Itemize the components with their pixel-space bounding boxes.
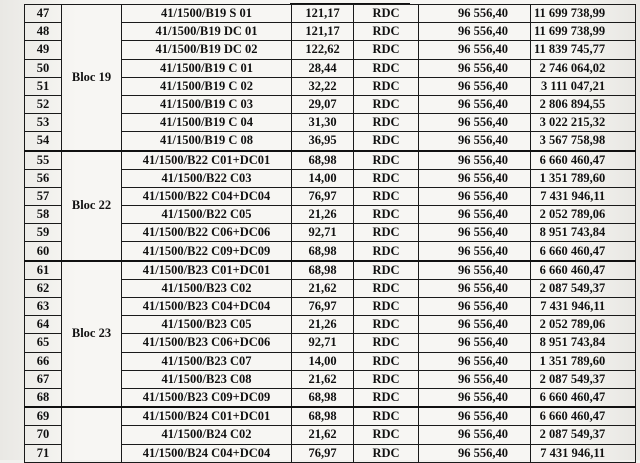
unit-price: 96 556,40	[419, 5, 531, 23]
unit-level: RDC	[354, 151, 419, 170]
row-number: 57	[25, 187, 62, 205]
unit-level: RDC	[354, 95, 419, 113]
bloc-label: Bloc 19	[62, 5, 122, 151]
unit-price: 96 556,40	[419, 352, 531, 370]
unit-total: 2 087 549,37	[531, 370, 636, 388]
unit-total: 2 806 894,55	[531, 95, 636, 113]
unit-area: 68,98	[292, 151, 354, 170]
unit-reference: 41/1500/B23 C06+DC06	[122, 334, 292, 352]
unit-reference: 41/1500/B19 C 03	[122, 95, 292, 113]
unit-level: RDC	[354, 261, 419, 280]
unit-reference: 41/1500/B19 DC 01	[122, 23, 292, 41]
unit-price: 96 556,40	[419, 334, 531, 352]
unit-level: RDC	[354, 5, 419, 23]
unit-total: 2 746 064,02	[531, 59, 636, 77]
unit-area: 28,44	[292, 59, 354, 77]
unit-total: 6 660 460,47	[531, 261, 636, 280]
unit-reference: 41/1500/B19 C 04	[122, 114, 292, 132]
table-row	[25, 151, 636, 170]
unit-reference: 41/1500/B22 C05	[122, 206, 292, 224]
row-number: 69	[25, 407, 62, 426]
unit-area: 21,62	[292, 370, 354, 388]
unit-area: 21,62	[292, 279, 354, 297]
unit-level: RDC	[354, 41, 419, 59]
unit-level: RDC	[354, 407, 419, 426]
unit-price: 96 556,40	[419, 224, 531, 242]
unit-reference: 41/1500/B23 C09+DC09	[122, 388, 292, 407]
unit-area: 31,30	[292, 114, 354, 132]
unit-price: 96 556,40	[419, 298, 531, 316]
unit-price: 96 556,40	[419, 316, 531, 334]
unit-reference: 41/1500/B19 S 01	[122, 5, 292, 23]
row-number: 54	[25, 132, 62, 151]
unit-reference: 41/1500/B23 C07	[122, 352, 292, 370]
unit-reference: 41/1500/B23 C08	[122, 370, 292, 388]
unit-area: 76,97	[292, 444, 354, 462]
row-number: 60	[25, 242, 62, 261]
unit-area: 14,00	[292, 169, 354, 187]
row-number: 48	[25, 23, 62, 41]
unit-price: 96 556,40	[419, 242, 531, 261]
unit-total: 3 567 758,98	[531, 132, 636, 151]
unit-area: 68,98	[292, 261, 354, 280]
unit-reference: 41/1500/B22 C04+DC04	[122, 187, 292, 205]
unit-reference: 41/1500/B19 C 02	[122, 77, 292, 95]
row-number: 47	[25, 5, 62, 23]
unit-total: 8 951 743,84	[531, 334, 636, 352]
unit-level: RDC	[354, 206, 419, 224]
unit-area: 14,00	[292, 352, 354, 370]
unit-level: RDC	[354, 242, 419, 261]
table-row	[25, 5, 636, 23]
unit-total: 2 052 789,06	[531, 316, 636, 334]
unit-price: 96 556,40	[419, 151, 531, 170]
unit-reference: 41/1500/B23 C05	[122, 316, 292, 334]
unit-reference: 41/1500/B24 C02	[122, 426, 292, 444]
row-number: 59	[25, 224, 62, 242]
row-number: 50	[25, 59, 62, 77]
table-row	[25, 407, 636, 426]
unit-area: 121,17	[292, 23, 354, 41]
unit-reference: 41/1500/B24 C04+DC04	[122, 444, 292, 462]
unit-total: 6 660 460,47	[531, 407, 636, 426]
row-number: 58	[25, 206, 62, 224]
unit-level: RDC	[354, 23, 419, 41]
unit-area: 68,98	[292, 388, 354, 407]
unit-level: RDC	[354, 298, 419, 316]
unit-total: 2 087 549,37	[531, 426, 636, 444]
unit-area: 21,62	[292, 426, 354, 444]
bloc-label: Bloc 23	[62, 261, 122, 408]
unit-level: RDC	[354, 187, 419, 205]
unit-total: 3 022 215,32	[531, 114, 636, 132]
unit-level: RDC	[354, 77, 419, 95]
unit-total: 6 660 460,47	[531, 388, 636, 407]
unit-area: 92,71	[292, 224, 354, 242]
unit-level: RDC	[354, 114, 419, 132]
unit-area: 21,26	[292, 206, 354, 224]
unit-area: 36,95	[292, 132, 354, 151]
unit-level: RDC	[354, 352, 419, 370]
unit-price: 96 556,40	[419, 169, 531, 187]
unit-area: 92,71	[292, 334, 354, 352]
row-number: 65	[25, 334, 62, 352]
unit-level: RDC	[354, 279, 419, 297]
unit-reference: 41/1500/B19 C 01	[122, 59, 292, 77]
unit-reference: 41/1500/B23 C04+DC04	[122, 298, 292, 316]
row-number: 67	[25, 370, 62, 388]
row-number: 63	[25, 298, 62, 316]
row-number: 68	[25, 388, 62, 407]
unit-level: RDC	[354, 169, 419, 187]
unit-price: 96 556,40	[419, 132, 531, 151]
unit-reference: 41/1500/B19 C 08	[122, 132, 292, 151]
unit-area: 68,98	[292, 242, 354, 261]
table-row	[25, 261, 636, 280]
unit-price: 96 556,40	[419, 187, 531, 205]
unit-price: 96 556,40	[419, 388, 531, 407]
unit-reference: 41/1500/B23 C02	[122, 279, 292, 297]
unit-total: 2 087 549,37	[531, 279, 636, 297]
unit-price: 96 556,40	[419, 77, 531, 95]
row-number: 56	[25, 169, 62, 187]
unit-level: RDC	[354, 316, 419, 334]
unit-total: 1 351 789,60	[531, 169, 636, 187]
unit-level: RDC	[354, 59, 419, 77]
unit-area: 21,26	[292, 316, 354, 334]
unit-reference: 41/1500/B22 C06+DC06	[122, 224, 292, 242]
unit-area: 76,97	[292, 187, 354, 205]
unit-total: 7 431 946,11	[531, 298, 636, 316]
row-number: 49	[25, 41, 62, 59]
unit-total: 11 699 738,99	[531, 23, 636, 41]
pricing-table	[24, 4, 636, 463]
row-number: 52	[25, 95, 62, 113]
unit-total: 2 052 789,06	[531, 206, 636, 224]
unit-reference: 41/1500/B24 C01+DC01	[122, 407, 292, 426]
row-number: 70	[25, 426, 62, 444]
unit-price: 96 556,40	[419, 59, 531, 77]
unit-area: 32,22	[292, 77, 354, 95]
unit-reference: 41/1500/B22 C01+DC01	[122, 151, 292, 170]
unit-price: 96 556,40	[419, 261, 531, 280]
row-number: 61	[25, 261, 62, 280]
unit-level: RDC	[354, 388, 419, 407]
row-number: 55	[25, 151, 62, 170]
unit-level: RDC	[354, 334, 419, 352]
unit-level: RDC	[354, 224, 419, 242]
unit-level: RDC	[354, 426, 419, 444]
unit-total: 7 431 946,11	[531, 444, 636, 462]
unit-total: 3 111 047,21	[531, 77, 636, 95]
unit-total: 6 660 460,47	[531, 151, 636, 170]
unit-price: 96 556,40	[419, 279, 531, 297]
unit-total: 11 839 745,77	[531, 41, 636, 59]
row-number: 62	[25, 279, 62, 297]
row-number: 64	[25, 316, 62, 334]
unit-reference: 41/1500/B22 C09+DC09	[122, 242, 292, 261]
unit-price: 96 556,40	[419, 206, 531, 224]
unit-price: 96 556,40	[419, 444, 531, 462]
row-number: 53	[25, 114, 62, 132]
unit-area: 76,97	[292, 298, 354, 316]
unit-total: 6 660 460,47	[531, 242, 636, 261]
unit-total: 1 351 789,60	[531, 352, 636, 370]
unit-total: 7 431 946,11	[531, 187, 636, 205]
table-body	[25, 5, 636, 463]
unit-total: 8 951 743,84	[531, 224, 636, 242]
unit-reference: 41/1500/B19 DC 02	[122, 41, 292, 59]
bloc-label	[62, 407, 122, 462]
unit-level: RDC	[354, 370, 419, 388]
unit-area: 122,62	[292, 41, 354, 59]
unit-level: RDC	[354, 132, 419, 151]
unit-reference: 41/1500/B22 C03	[122, 169, 292, 187]
row-number: 51	[25, 77, 62, 95]
unit-price: 96 556,40	[419, 370, 531, 388]
unit-total: 11 699 738,99	[531, 5, 636, 23]
row-number: 66	[25, 352, 62, 370]
unit-level: RDC	[354, 444, 419, 462]
row-number: 71	[25, 444, 62, 462]
unit-price: 96 556,40	[419, 114, 531, 132]
unit-area: 121,17	[292, 5, 354, 23]
unit-price: 96 556,40	[419, 426, 531, 444]
unit-reference: 41/1500/B23 C01+DC01	[122, 261, 292, 280]
unit-area: 68,98	[292, 407, 354, 426]
unit-area: 29,07	[292, 95, 354, 113]
unit-price: 96 556,40	[419, 23, 531, 41]
unit-price: 96 556,40	[419, 41, 531, 59]
bloc-label: Bloc 22	[62, 151, 122, 261]
unit-price: 96 556,40	[419, 95, 531, 113]
unit-price: 96 556,40	[419, 407, 531, 426]
